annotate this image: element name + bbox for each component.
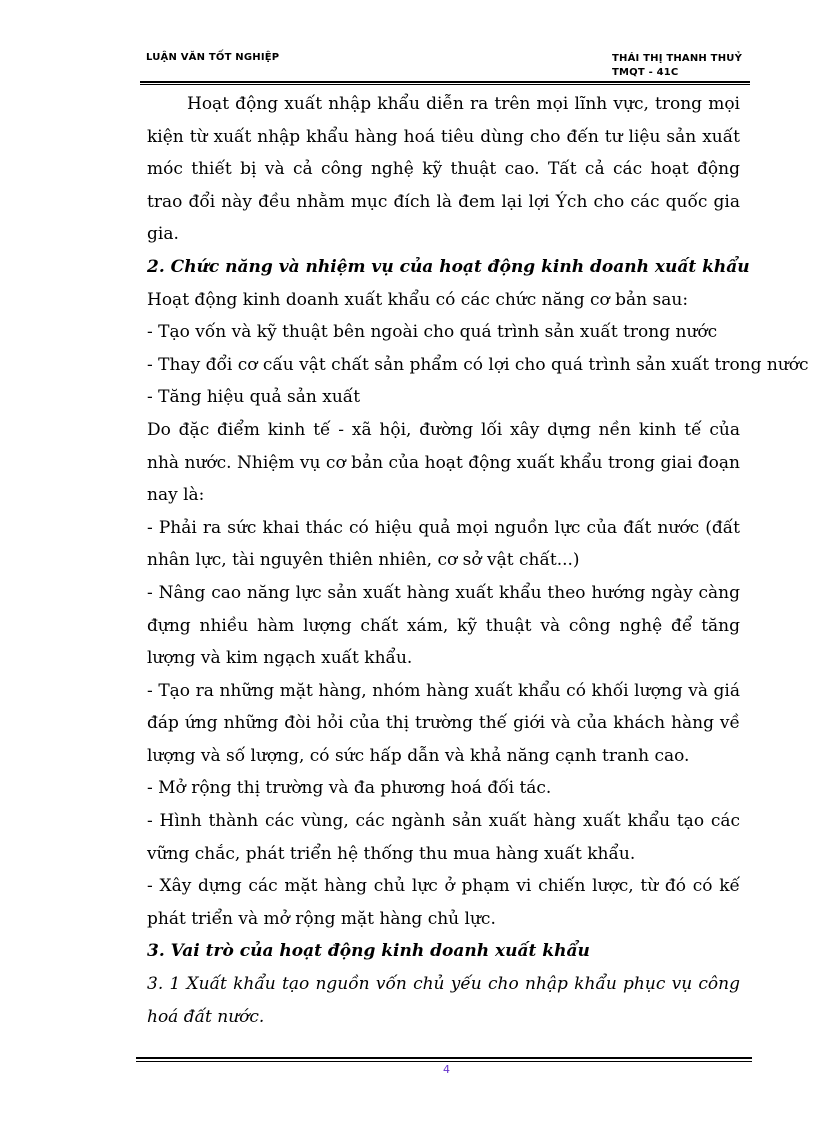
paragraph-line: phát triển và mở rộng mặt hàng chủ lực. [147, 908, 496, 929]
header-class: TMQT - 41C [612, 67, 679, 78]
page-number: 4 [443, 1063, 450, 1076]
paragraph-line: nay là: [147, 485, 205, 506]
header-author: THÁI THỊ THANH THUỶ [612, 53, 743, 64]
paragraph-line: đựng nhiều hàm lượng chất xám, kỹ thuật và công nghệ để tăng [147, 615, 740, 636]
list-item: - Xây dựng các mặt hàng chủ lực ở phạm vi chiến lược, từ đó có kế [147, 876, 740, 897]
list-item: - Tạo vốn và kỹ thuật bên ngoài cho quá trình sản xuất trong nước [147, 322, 718, 343]
paragraph-line: trao đổi này đều nhằm mục đích là đem lại lợi Ých cho các quốc gia [147, 191, 740, 212]
list-item: - Nâng cao năng lực sản xuất hàng xuất khẩu theo hướng ngày càng [147, 582, 740, 603]
header-rule-thick [140, 81, 750, 83]
paragraph-line: móc thiết bị và cả công nghệ kỹ thuật cao. Tất cả các hoạt động [147, 159, 740, 180]
paragraph-line: nhân lực, tài nguyên thiên nhiên, cơ sở vật chất...) [147, 550, 580, 571]
paragraph-line: đáp ứng những đòi hỏi của thị trường thế giới và của khách hàng về [147, 713, 740, 734]
paragraph-line: gia. [147, 224, 179, 245]
paragraph-line: lượng và kim ngạch xuất khẩu. [147, 648, 413, 669]
paragraph-line: Hoạt động kinh doanh xuất khẩu có các chức năng cơ bản sau: [147, 289, 689, 310]
section-heading: 2. Chức năng và nhiệm vụ của hoạt động kinh doanh xuất khẩu [147, 256, 750, 277]
paragraph-line: vững chắc, phát triển hệ thống thu mua hàng xuất khẩu. [147, 843, 636, 864]
footer-rule-thick [136, 1057, 752, 1059]
paragraph-line: kiện từ xuất nhập khẩu hàng hoá tiêu dùng cho đến tư liệu sản xuất [147, 126, 740, 147]
paragraph-line: lượng và số lượng, có sức hấp dẫn và khả năng cạnh tranh cao. [147, 745, 690, 766]
page-header-right [612, 52, 742, 80]
document-body [147, 88, 809, 1033]
paragraph-line: nhà nước. Nhiệm vụ cơ bản của hoạt động xuất khẩu trong giai đoạn [147, 452, 740, 473]
subsection-heading: hoá đất nước. [147, 1006, 265, 1027]
header-rule-thin [140, 84, 750, 85]
subsection-heading: 3. 1 Xuất khẩu tạo nguồn vốn chủ yếu cho nhập khẩu phục vụ công [147, 974, 740, 995]
list-item: - Phải ra sức khai thác có hiệu quả mọi nguồn lực của đất nước (đất [147, 517, 740, 538]
section-heading: 3. Vai trò của hoạt động kinh doanh xuất khẩu [147, 941, 590, 962]
footer-rule-thin [136, 1061, 752, 1062]
list-item: - Thay đổi cơ cấu vật chất sản phẩm có lợi cho quá trình sản xuất trong nước [147, 354, 809, 375]
list-item: - Mở rộng thị trường và đa phương hoá đối tác. [147, 778, 552, 799]
paragraph-line: Do đặc điểm kinh tế - xã hội, đường lối xây dựng nền kinh tế của [147, 419, 740, 440]
page-header-left: LUẬN VĂN TỐT NGHIỆP [146, 52, 280, 63]
paragraph-line: Hoạt động xuất nhập khẩu diễn ra trên mọi lĩnh vực, trong mọi [187, 94, 740, 114]
list-item: - Tăng hiệu quả sản xuất [147, 387, 361, 408]
list-item: - Tạo ra những mặt hàng, nhóm hàng xuất khẩu có khối lượng và giá [147, 680, 740, 701]
list-item: - Hình thành các vùng, các ngành sản xuất hàng xuất khẩu tạo các [147, 811, 740, 832]
